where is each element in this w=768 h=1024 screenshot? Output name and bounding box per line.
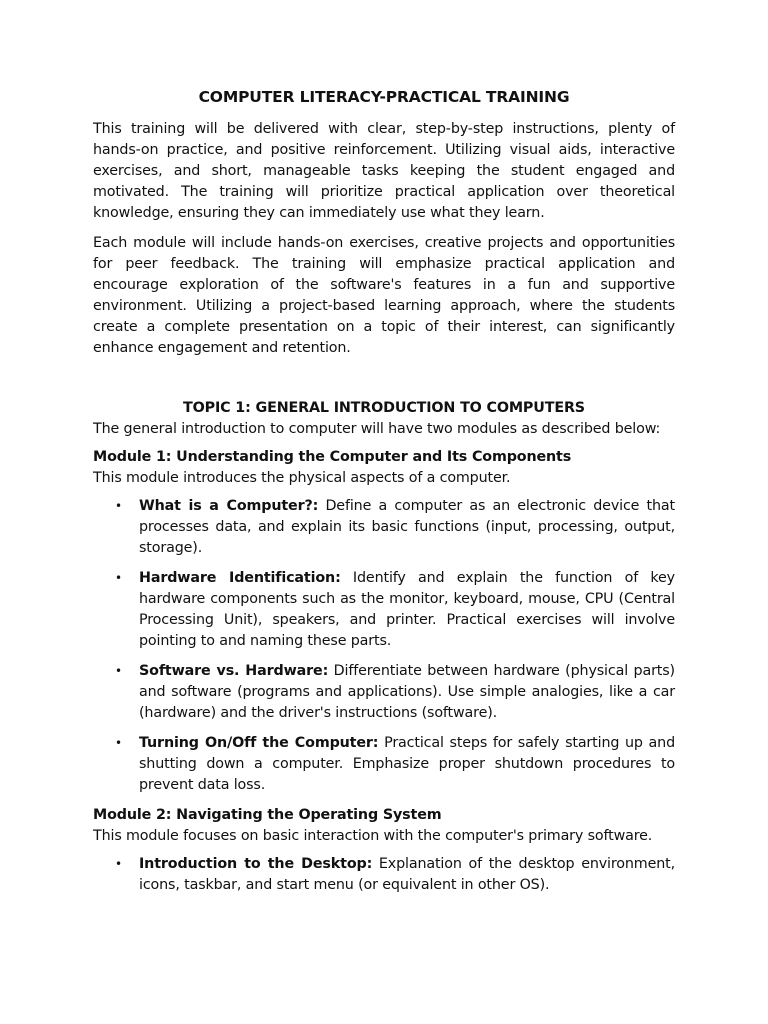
- bullet-icon: •: [115, 664, 122, 678]
- module-1-title: Module 1: Understanding the Computer and Its Components: [93, 449, 572, 465]
- list-item: [93, 854, 675, 896]
- bullet-icon: •: [115, 571, 122, 585]
- bullet-text: Identify and explain the function of key hardware components such as the monitor, keyboard, mouse, CPU (Central Processing Unit), speakers, and printer. Practical exercises will involve pointing to and naming these parts.: [139, 570, 675, 649]
- document-title: COMPUTER LITERACY-PRACTICAL TRAINING: [198, 88, 570, 106]
- list-item: [93, 733, 675, 796]
- bullet-text: Practical steps for safely starting up and shutting down a computer. Emphasize proper shutdown procedures to prevent data loss.: [139, 735, 675, 793]
- module-2-title: Module 2: Navigating the Operating System: [93, 807, 442, 823]
- bullet-text: Explanation of the desktop environment, icons, taskbar, and start menu (or equivalent in other OS).: [139, 856, 675, 893]
- document-page: [93, 86, 675, 905]
- intro-paragraph-2: Each module will include hands-on exercises, creative projects and opportunities for peer feedback. The training will emphasize practical application and encourage exploration of the software's features in a fun and supportive environment. Utilizing a project-based learning approach, where the students create a complete presentation on a topic of their interest, can significantly enhance engagement and retention.: [93, 235, 675, 356]
- intro-paragraph-1: This training will be delivered with clear, step-by-step instructions, plenty of hands-on practice, and positive reinforcement. Utilizing visual aids, interactive exercises, and short, manageable tasks keeping the student engaged and motivated. The training will prioritize practical application over theoretical knowledge, ensuring they can immediately use what they learn.: [93, 121, 675, 221]
- bullet-text: Differentiate between hardware (physical parts) and software (programs and applications). Use simple analogies, like a car (hardware) and the driver's instructions (software).: [139, 663, 675, 721]
- module-1-description: This module introduces the physical aspects of a computer.: [93, 470, 511, 486]
- topic-description: The general introduction to computer will have two modules as described below:: [93, 421, 661, 437]
- bullet-term: What is a Computer?:: [139, 498, 319, 514]
- bullet-term: Hardware Identification:: [139, 570, 341, 586]
- bullet-term: Turning On/Off the Computer:: [139, 735, 379, 751]
- module-1-bullet-list: [93, 496, 675, 796]
- section-spacer: [93, 368, 675, 398]
- bullet-term: Software vs. Hardware:: [139, 663, 329, 679]
- module-2-bullet-list: [93, 854, 675, 896]
- list-item: [93, 568, 675, 652]
- bullet-term: Introduction to the Desktop:: [139, 856, 373, 872]
- bullet-icon: •: [115, 857, 122, 871]
- bullet-icon: •: [115, 499, 122, 513]
- list-item: [93, 661, 675, 724]
- list-item: [93, 496, 675, 559]
- bullet-icon: •: [115, 736, 122, 750]
- module-2-description: This module focuses on basic interaction with the computer's primary software.: [93, 828, 653, 844]
- topic-title: TOPIC 1: GENERAL INTRODUCTION TO COMPUTERS: [183, 400, 585, 416]
- bullet-text: Define a computer as an electronic device that processes data, and explain its basic functions (input, processing, output, storage).: [139, 498, 675, 556]
